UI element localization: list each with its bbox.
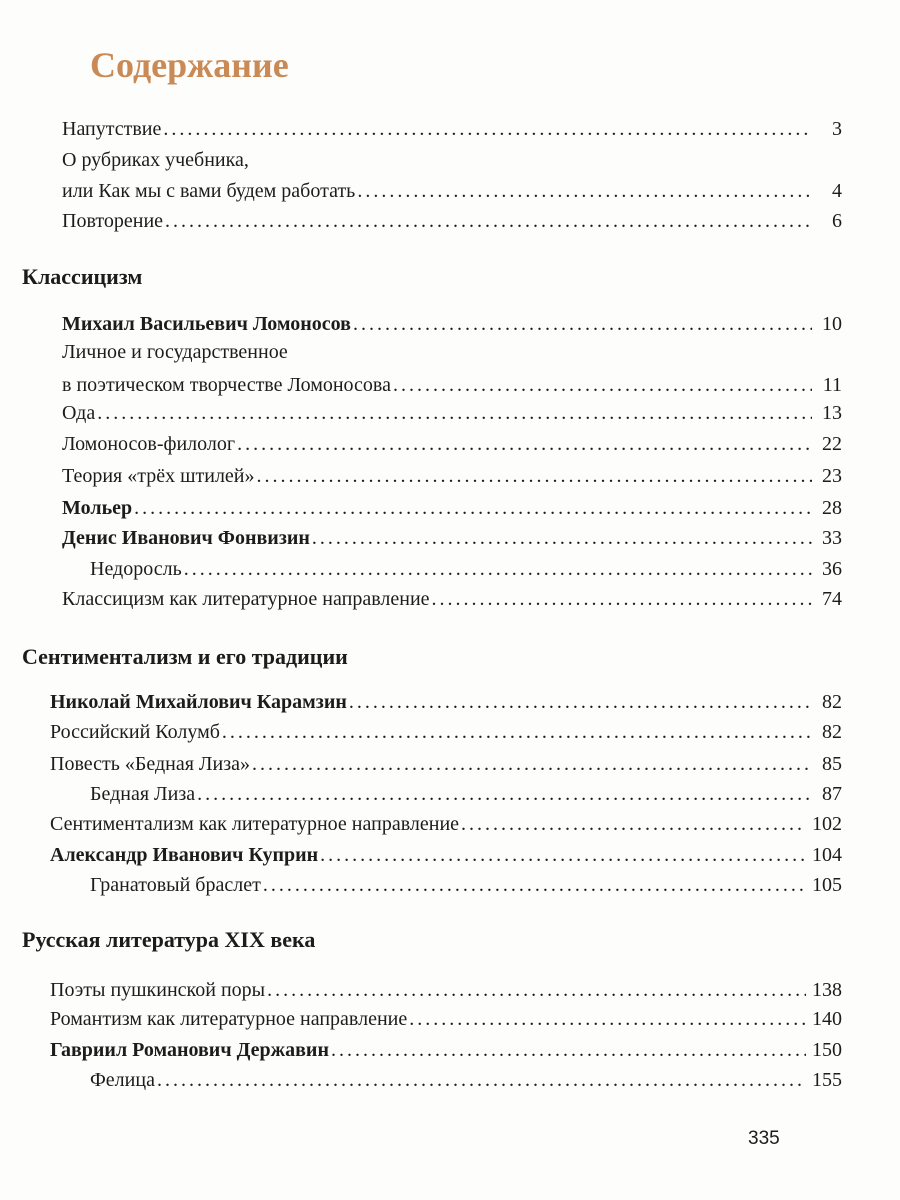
toc-entry-page: 85 xyxy=(822,753,842,775)
toc-entry-page: 105 xyxy=(812,874,842,896)
toc-entry-title: Гавриил Романович Державин xyxy=(50,1039,329,1061)
toc-entry-page: 11 xyxy=(822,374,842,396)
toc-entry-title: в поэтическом творчестве Ломоносова xyxy=(62,374,391,396)
dot-leader xyxy=(349,691,812,714)
toc-entry[interactable] xyxy=(62,149,842,172)
toc-entry-title: Российский Колумб xyxy=(50,721,220,743)
toc-entry-page: 140 xyxy=(812,1008,842,1030)
toc-entry-title: Денис Иванович Фонвизин xyxy=(62,527,310,549)
dot-leader xyxy=(461,813,806,836)
toc-entry-page: 36 xyxy=(822,558,842,580)
dot-leader xyxy=(97,402,812,425)
toc-entry-page: 150 xyxy=(812,1039,842,1061)
dot-leader xyxy=(263,874,806,897)
section-heading: Русская литература XIX века xyxy=(22,927,316,952)
toc-entry-title: Ода xyxy=(62,402,96,424)
toc-entry-title: Ломоносов-филолог xyxy=(62,433,236,455)
toc-entry[interactable] xyxy=(90,558,842,581)
toc-entry-page: 28 xyxy=(822,497,842,519)
dot-leader xyxy=(432,588,812,611)
toc-entry[interactable] xyxy=(50,691,842,714)
dot-leader xyxy=(252,753,812,776)
toc-entry-page: 6 xyxy=(832,210,842,232)
toc-entry[interactable] xyxy=(62,465,842,488)
toc-entry-title: Фелица xyxy=(90,1069,155,1091)
toc-entry-page: 155 xyxy=(812,1069,842,1091)
toc-entry-title: Теория «трёх штилей» xyxy=(62,465,255,487)
toc-entry-page: 4 xyxy=(832,180,842,202)
toc-entry-page: 82 xyxy=(822,691,842,713)
dot-leader xyxy=(134,497,812,520)
toc-entry-title: Мольер xyxy=(62,497,133,519)
toc-entry-page: 74 xyxy=(822,588,842,610)
toc-entry[interactable] xyxy=(50,1039,842,1062)
page-title: Содержание xyxy=(90,45,289,85)
toc-entry[interactable] xyxy=(62,313,842,336)
toc-entry[interactable] xyxy=(62,402,842,425)
toc-entry[interactable] xyxy=(62,497,842,520)
toc-entry[interactable] xyxy=(50,1008,842,1031)
toc-entry[interactable] xyxy=(50,721,842,744)
toc-entry-page: 10 xyxy=(822,313,842,335)
toc-entry[interactable] xyxy=(62,527,842,550)
toc-entry-page: 3 xyxy=(832,118,842,140)
toc-entry-title: Николай Михайлович Карамзин xyxy=(50,691,347,713)
dot-leader xyxy=(222,721,812,744)
toc-entry-page: 87 xyxy=(822,783,842,805)
toc-entry-title: О рубриках учебника, xyxy=(62,149,249,171)
section-heading: Сентиментализм и его традиции xyxy=(22,644,348,669)
dot-leader xyxy=(184,558,812,581)
toc-entry-title: Недоросль xyxy=(90,558,182,580)
toc-entry[interactable] xyxy=(62,118,842,141)
toc-entry-title: Сентиментализм как литературное направление xyxy=(50,813,460,835)
toc-entry[interactable] xyxy=(50,813,842,836)
dot-leader xyxy=(331,1039,806,1062)
dot-leader xyxy=(163,118,812,141)
dot-leader xyxy=(267,979,806,1002)
toc-entry-title: Поэты пушкинской поры xyxy=(50,979,266,1001)
toc-entry-page: 104 xyxy=(812,844,842,866)
toc-entry-page: 13 xyxy=(822,402,842,424)
dot-leader xyxy=(312,527,812,550)
toc-entry-page: 22 xyxy=(822,433,842,455)
toc-entry-page: 82 xyxy=(822,721,842,743)
toc-entry[interactable] xyxy=(50,979,842,1002)
toc-entry-title: Личное и государственное xyxy=(62,341,288,363)
section-heading: Классицизм xyxy=(22,264,143,289)
dot-leader xyxy=(257,465,813,488)
toc-entry-title: Михаил Васильевич Ломоносов xyxy=(62,313,351,335)
toc-entry[interactable] xyxy=(62,341,842,364)
toc-entry[interactable] xyxy=(90,1069,842,1092)
toc-entry[interactable] xyxy=(62,180,842,203)
toc-entry[interactable] xyxy=(90,874,842,897)
dot-leader xyxy=(357,180,812,203)
dot-leader xyxy=(197,783,812,806)
toc-entry-title: или Как мы с вами будем работать xyxy=(62,180,356,202)
toc-entry-title: Повесть «Бедная Лиза» xyxy=(50,753,250,775)
toc-entry-title: Повторение xyxy=(62,210,164,232)
toc-entry-page: 23 xyxy=(822,465,842,487)
dot-leader xyxy=(237,433,812,456)
page-number: 335 xyxy=(748,1128,780,1149)
toc-entry-title: Романтизм как литературное направление xyxy=(50,1008,408,1030)
toc-entry[interactable] xyxy=(62,433,842,456)
dot-leader xyxy=(165,210,812,233)
toc-entry-title: Александр Иванович Куприн xyxy=(50,844,319,866)
toc-entry[interactable] xyxy=(50,844,842,867)
toc-entry-page: 138 xyxy=(812,979,842,1001)
toc-entry[interactable] xyxy=(62,588,842,611)
toc-entry[interactable] xyxy=(50,753,842,776)
toc-entry-title: Классицизм как литературное направление xyxy=(62,588,430,610)
toc-entry[interactable] xyxy=(62,210,842,233)
toc-entry-title: Напутствие xyxy=(62,118,162,140)
toc-entry-title: Бедная Лиза xyxy=(90,783,196,805)
dot-leader xyxy=(393,374,812,397)
toc-entry-title: Гранатовый браслет xyxy=(90,874,261,896)
toc-entry[interactable] xyxy=(62,374,842,397)
toc-entry[interactable] xyxy=(90,783,842,806)
toc-entry-page: 33 xyxy=(822,527,842,549)
toc-entry-page: 102 xyxy=(812,813,842,835)
dot-leader xyxy=(409,1008,806,1031)
dot-leader xyxy=(157,1069,806,1092)
dot-leader xyxy=(320,844,806,867)
dot-leader xyxy=(353,313,812,336)
